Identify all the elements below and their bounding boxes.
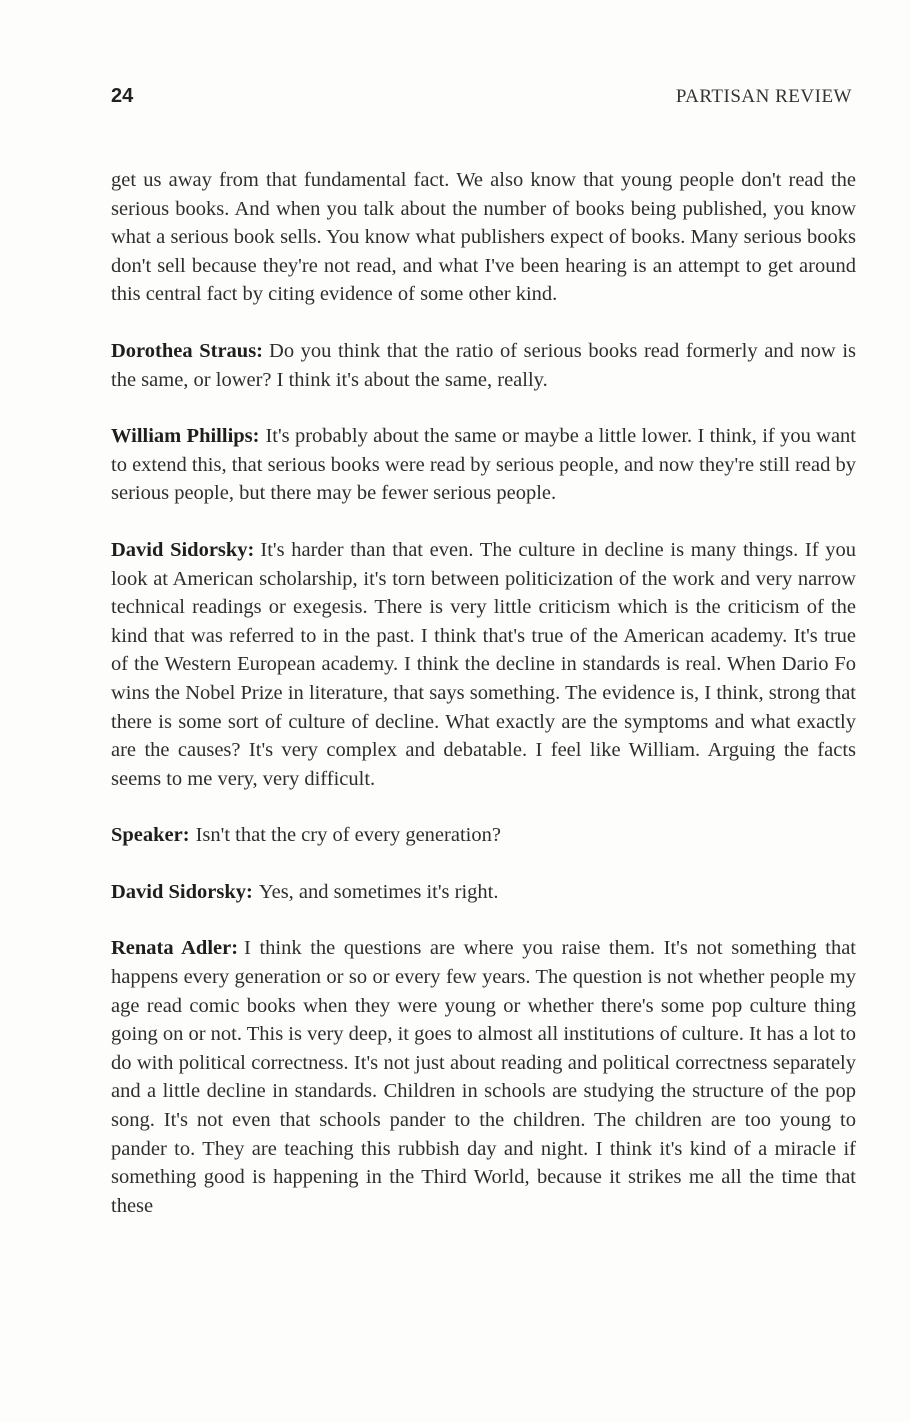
paragraph-text: get us away from that fundamental fact. We also know that young people don't read the serious books. And when you talk about the number of books being published, you know what a serious book sells. You know what publishers expect of books. Many serious books don't sell because they're not read, and what I've been hearing is an attempt to get around this central fact by citing evidence of some other kind. [111, 169, 856, 306]
paragraph-text: It's harder than that even. The culture in decline is many things. If you look at American scholarship, it's torn between politicization of the work and very narrow technical readings or exegesis. There is very little criticism which is the criticism of the kind that was referred to in the past. I think that's true of the American academy. It's true of the Western European academy. I think the decline in standards is real. When Dario Fo wins the Nobel Prize in literature, that says something. The evidence is, I think, strong that there is some sort of culture of decline. What exactly are the symptoms and what exactly are the causes? It's very complex and debatable. I feel like William. Arguing the facts seems to me very, very difficult. [111, 538, 856, 790]
speaker-name: David Sidorsky: [111, 538, 255, 561]
speaker-name: William Phillips: [111, 425, 260, 448]
speaker-name: Dorothea Straus: [111, 339, 264, 362]
paragraph-david-sidorsky [111, 536, 856, 793]
paragraph-william-phillips [111, 422, 856, 508]
speaker-name: Renata Adler: [111, 937, 239, 960]
body-text [111, 166, 856, 1248]
paragraph-continuation [111, 166, 856, 309]
paragraph-text: I think the questions are where you raise them. It's not something that happens every generation or so or every few years. The question is not whether people my age read comic books when they were young or whether there's some pop culture thing going on or not. This is very deep, it goes to almost all institutions of culture. It has a lot to do with political correctness. It's not just about reading and political correctness separately and a little decline in standards. Children in schools are studying the structure of the pop song. It's not even that schools pander to the children. The children are too young to pander to. They are teaching this rubbish day and night. I think it's kind of a miracle if something good is happening in the Third World, because it strikes me all the time that these [111, 937, 856, 1217]
page-number: 24 [111, 85, 134, 107]
paragraph-david-sidorsky-reply [111, 878, 856, 907]
paragraph-text: Isn't that the cry of every generation? [195, 824, 501, 847]
journal-title: PARTISAN REVIEW [675, 86, 852, 107]
paragraph-text: It's probably about the same or maybe a little lower. I think, if you want to extend this, that serious books were read by serious people, and now they're still read by serious people, but there may be fewer serious people. [111, 425, 856, 505]
paragraph-text: Do you think that the ratio of serious books read formerly and now is the same, or lower? I think it's about the same, really. [111, 339, 856, 391]
speaker-name: Speaker: [111, 824, 190, 847]
speaker-name: David Sidorsky: [111, 880, 253, 903]
paragraph-dorothea-straus [111, 337, 856, 394]
paragraph-speaker [111, 821, 856, 850]
paragraph-text: Yes, and sometimes it's right. [258, 880, 499, 903]
paragraph-renata-adler [111, 934, 856, 1220]
running-head [111, 85, 852, 115]
